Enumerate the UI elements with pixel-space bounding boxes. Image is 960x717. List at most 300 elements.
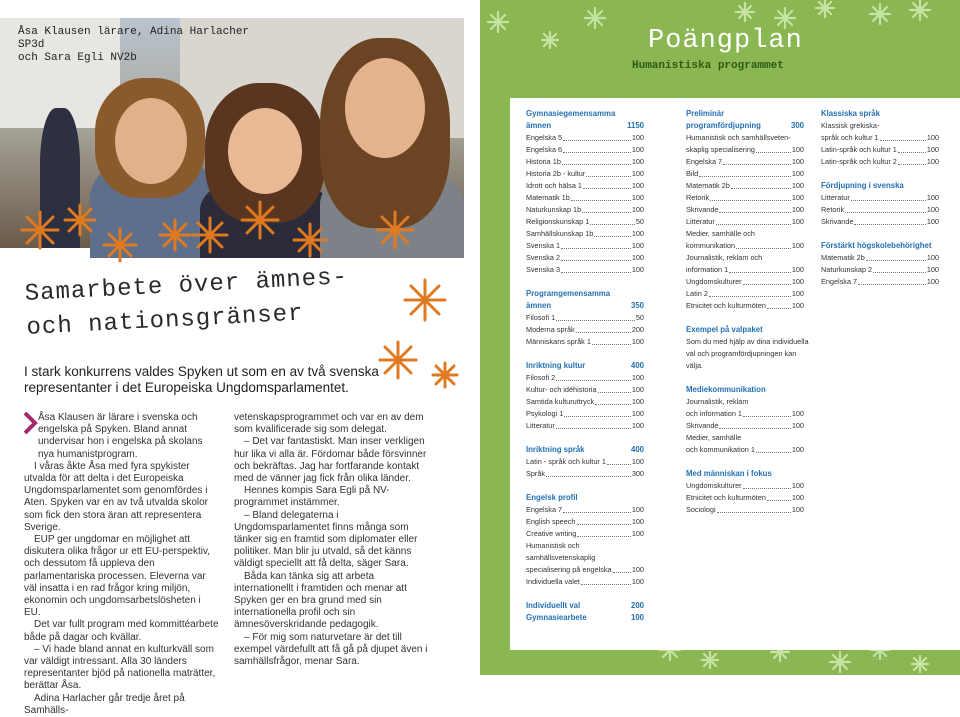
course-name: Litteratur: [821, 193, 850, 202]
flower-icon: [816, 0, 834, 17]
section-heading-row: [526, 600, 644, 612]
flower-icon: [104, 229, 136, 261]
flower-icon: [294, 224, 326, 256]
course-row: [821, 156, 939, 168]
course-name: Matematik 1b: [526, 193, 570, 202]
course-name: Skrivande: [821, 217, 854, 226]
section-heading-label: ämnen: [526, 301, 552, 310]
leader-dots: [613, 572, 631, 573]
course-points: 100: [791, 277, 804, 286]
flower-icon: [585, 8, 605, 28]
leader-dots: [743, 416, 791, 417]
photo-caption: [18, 26, 268, 65]
article-paragraph: Båda kan tänka sig att arbeta internationellt i framtiden och menar att Spyken ger en bra grund med sin internationella profil och sin ämnesöverskridande pedagogik.: [234, 570, 407, 631]
course-text: välja.: [686, 361, 704, 370]
leader-dots: [571, 200, 631, 201]
section-heading-points: 400: [630, 361, 644, 370]
course-name: Naturkunskap 2: [821, 265, 873, 274]
course-points: 100: [926, 277, 939, 286]
leader-dots: [594, 236, 630, 237]
course-name: Latin-språk och kultur 1: [821, 145, 897, 154]
course-name: Ungdomskulturer: [686, 481, 742, 490]
leader-dots: [561, 248, 631, 249]
course-name: Naturkunskap 1b: [526, 205, 582, 214]
article-paragraph: EUP ger ungdomar en möjlighet att diskutera olika frågor ur ett EU-perspektiv, och dessutom få uppleva den parlamentariska processen. Eleverna var väl insatta i en rad frågor kring miljön, ekonomin och ungdomsarbetslösheten i EU.: [24, 534, 211, 619]
spacer: [526, 348, 644, 360]
leader-dots: [736, 248, 791, 249]
course-name: Engelska 6: [526, 145, 563, 154]
leader-dots: [743, 488, 791, 489]
course-name: Bild: [686, 169, 699, 178]
section-heading-label: Inriktning kultur: [526, 361, 586, 370]
course-name: Etnicitet och kulturmöten: [686, 493, 766, 502]
leader-dots: [607, 464, 631, 465]
spacer: [686, 312, 804, 324]
course-name: Skrivande: [686, 421, 719, 430]
leader-dots: [582, 212, 631, 213]
leader-dots: [590, 224, 635, 225]
course-name: Engelska 7: [526, 505, 563, 514]
leader-dots: [563, 152, 631, 153]
leader-dots: [563, 512, 631, 513]
spacer: [526, 480, 644, 492]
course-row: [526, 228, 644, 240]
leader-dots: [561, 260, 631, 261]
leader-dots: [858, 284, 926, 285]
leader-dots: [581, 584, 631, 585]
spacer: [821, 228, 939, 240]
photo-caption-line-1: Åsa Klausen lärare, Adina Harlacher SP3d: [18, 26, 250, 51]
article-paragraph: – Det var fantastiskt. Man inser verkligen hur lika vi alla är. Fördomar både försvinner och bekräftas. Jag har fortfarande kontakt med de vänner jag fick från olika länder.: [234, 436, 427, 485]
course-points: 100: [791, 445, 804, 454]
section-heading: Engelsk profil: [526, 493, 578, 502]
course-name: Kultur- och idéhistoria: [526, 385, 597, 394]
leader-dots: [723, 164, 791, 165]
leader-dots: [898, 152, 926, 153]
course-text: Journalistik, reklam: [686, 397, 749, 406]
course-row: [686, 168, 804, 180]
article-paragraph: vetenskapsprogrammet och var en av dem som kvalificerade sig som delegat.: [234, 412, 424, 436]
course-name: Religionskunskap 1: [526, 217, 590, 226]
course-row: [526, 156, 644, 168]
leader-dots: [583, 188, 631, 189]
flower-icon: [377, 212, 413, 248]
points-column-3: [821, 108, 939, 288]
course-row: [526, 168, 644, 180]
spacer: [821, 168, 939, 180]
leader-dots: [873, 272, 926, 273]
course-points: 100: [631, 205, 644, 214]
course-row: [686, 300, 804, 312]
course-points: 100: [631, 373, 644, 382]
section-heading-row: [526, 120, 644, 132]
course-points: 100: [631, 169, 644, 178]
leader-dots: [756, 152, 791, 153]
course-row: [686, 420, 804, 432]
course-points: 100: [631, 385, 644, 394]
section-heading: Preliminär: [686, 109, 725, 118]
course-row: [686, 144, 804, 156]
course-points: 100: [926, 253, 939, 262]
course-row: [526, 144, 644, 156]
section-heading-row: [526, 444, 644, 456]
course-row: [821, 264, 939, 276]
course-points: 100: [926, 217, 939, 226]
spacer: [526, 276, 644, 288]
course-name: Matematik 2b: [686, 181, 730, 190]
leader-dots: [743, 284, 791, 285]
article-paragraph: – Vi hade bland annat en kulturkväll som var väldigt intressant. Alla 30 länders representanter bjöd på nationella maträtter, berättar Åsa.: [24, 643, 216, 692]
leader-dots: [556, 320, 635, 321]
leader-dots: [719, 428, 790, 429]
ingress: I stark konkurrens valdes Spyken ut som en av två svenska representanter i det Europeiska Ungdomsparlamentet.: [24, 364, 379, 395]
leader-dots: [710, 200, 791, 201]
course-row: [821, 144, 939, 156]
course-points: 100: [631, 241, 644, 250]
leader-dots: [767, 308, 791, 309]
section-heading: Programgemensamma: [526, 289, 611, 298]
leader-dots: [595, 404, 631, 405]
course-row: [526, 204, 644, 216]
course-points: 100: [791, 241, 804, 250]
course-row: [526, 372, 644, 384]
course-row: [686, 504, 804, 516]
course-row: [526, 312, 644, 324]
course-points: 100: [631, 265, 644, 274]
course-row: [526, 456, 644, 468]
article-paragraph: Det var fullt program med kommittéarbete både på dagar och kvällar.: [24, 619, 219, 643]
course-row: [526, 516, 644, 528]
flower-icon: [488, 12, 508, 32]
course-row: [686, 480, 804, 492]
section-heading-row: [526, 612, 644, 624]
course-text: samhällsvetenskaplig: [526, 553, 596, 562]
course-name: Samtida kulturuttryck: [526, 397, 595, 406]
course-name: Latin - språk och kultur 1: [526, 457, 606, 466]
flower-icon: [542, 32, 558, 48]
course-points: 100: [631, 229, 644, 238]
section-heading: Mediekommunikation: [686, 385, 766, 394]
course-points: 100: [631, 517, 644, 526]
article-column-2: [234, 412, 434, 668]
course-points: 100: [926, 205, 939, 214]
flower-icon: [736, 3, 754, 21]
course-points: 100: [791, 205, 804, 214]
section-heading-label: Inriktning språk: [526, 445, 585, 454]
course-points: 100: [926, 145, 939, 154]
course-row: [686, 492, 804, 504]
course-row: [526, 132, 644, 144]
leader-dots: [556, 428, 631, 429]
leader-dots: [556, 380, 631, 381]
course-name: information 1: [686, 265, 729, 274]
course-name: Historia 2b - kultur: [526, 169, 586, 178]
course-points: 100: [631, 337, 644, 346]
leader-dots: [562, 164, 631, 165]
course-name: Retorik: [686, 193, 710, 202]
course-row: [686, 192, 804, 204]
course-row: [526, 264, 644, 276]
flower-icon: [912, 656, 928, 672]
leader-dots: [564, 416, 630, 417]
spacer: [686, 456, 804, 468]
section-heading: Förstärkt högskolebehörighet: [821, 241, 932, 250]
course-name: Svenska 1: [526, 241, 561, 250]
course-text: Klassisk grekiska-: [821, 121, 880, 130]
article-paragraph: Adina Harlacher går tredje året på Samhälls-: [24, 692, 185, 716]
course-name: kommunikation: [686, 241, 736, 250]
course-name: Svenska 3: [526, 265, 561, 274]
section-heading-label: Individuellt val: [526, 601, 581, 610]
flower-icon: [910, 0, 930, 20]
section-heading-row: [526, 360, 644, 372]
flower-icon: [160, 220, 190, 250]
flower-icon: [702, 652, 718, 668]
course-name: Individuella valet: [526, 577, 580, 586]
article-paragraph: – För mig som naturvetare är det till exempel värdefullt att få gå på djupet även i samhällsfrågor, menar Sara.: [234, 631, 428, 668]
course-text: val och programfördjupningen kan: [686, 349, 797, 358]
course-row: [686, 180, 804, 192]
course-points: 50: [635, 313, 644, 322]
course-row: [686, 240, 804, 252]
leader-dots: [756, 452, 791, 453]
course-points: 100: [791, 421, 804, 430]
leader-dots: [577, 524, 631, 525]
course-points: 100: [926, 265, 939, 274]
headline-line-1: Samarbete över ämnes-: [24, 264, 349, 308]
course-row: [526, 564, 644, 576]
course-text: Journalistik, reklam och: [686, 253, 763, 262]
page-subtitle: Humanistiska programmet: [632, 60, 784, 72]
leader-dots: [576, 332, 631, 333]
course-text: Humanistisk och: [526, 541, 580, 550]
section-heading-row: [526, 300, 644, 312]
course-row: [526, 576, 644, 588]
leader-dots: [767, 500, 791, 501]
course-row: [821, 276, 939, 288]
course-row: [526, 192, 644, 204]
photo-face-2: [228, 108, 302, 194]
section-heading-points: 100: [630, 613, 644, 622]
flower-icon: [433, 363, 457, 387]
flower-icon: [775, 8, 795, 28]
course-points: 100: [791, 145, 804, 154]
leader-dots: [709, 296, 791, 297]
course-points: 50: [635, 217, 644, 226]
course-name: Idrott och hälsa 1: [526, 181, 582, 190]
leader-dots: [546, 476, 631, 477]
course-name: Latin 2: [686, 289, 708, 298]
flower-icon: [22, 212, 58, 248]
course-name: Litteratur: [526, 421, 555, 430]
course-points: 100: [791, 409, 804, 418]
course-row: [686, 288, 804, 300]
section-heading-points: 200: [630, 601, 644, 610]
article-column-1: [24, 412, 220, 717]
course-points: 100: [791, 265, 804, 274]
course-text: Medier, samhälle: [686, 433, 742, 442]
course-points: 100: [631, 193, 644, 202]
course-row: [526, 468, 644, 480]
course-name: Sociologi: [686, 505, 716, 514]
course-points: 100: [631, 145, 644, 154]
course-name: specialisering på engelska: [526, 565, 612, 574]
course-points: 100: [631, 181, 644, 190]
course-row: [821, 204, 939, 216]
course-points: 100: [791, 157, 804, 166]
course-row: [821, 252, 939, 264]
course-row: [686, 408, 804, 420]
course-points: 100: [631, 577, 644, 586]
course-points: 100: [631, 133, 644, 142]
headline-line-2: och nationsgränser: [25, 300, 305, 342]
leader-dots: [577, 536, 631, 537]
course-points: 100: [631, 409, 644, 418]
course-points: 200: [631, 325, 644, 334]
course-points: 100: [631, 253, 644, 262]
course-row: [526, 216, 644, 228]
course-name: Engelska 7: [686, 157, 723, 166]
article-paragraph: – Bland delegaterna i Ungdomsparlamentet finns många som tänker sig en framtid som diplomater eller politiker. Man blir ju utvald, så det känns väldigt speciellt att få delta, säger Sara.: [234, 509, 418, 570]
course-row: [821, 132, 939, 144]
course-name: och information 1: [686, 409, 742, 418]
course-points: 100: [631, 505, 644, 514]
course-points: 100: [791, 217, 804, 226]
section-heading: Exempel på valpaket: [686, 325, 763, 334]
leader-dots: [716, 224, 791, 225]
course-name: Filosofi 2: [526, 373, 556, 382]
course-points: 100: [631, 529, 644, 538]
course-name: Latin-språk och kultur 2: [821, 157, 897, 166]
article-paragraph: I våras åkte Åsa med fyra spykister utvalda för att delta i det Europeiska Ungdomsparlamentet som genomfördes i Aten. Spyken var en av två utvalda skolor som fick den stora äran att representera Sverige.: [24, 460, 208, 533]
course-name: Creative writing: [526, 529, 577, 538]
course-name: Retorik: [821, 205, 845, 214]
course-points: 100: [791, 181, 804, 190]
leader-dots: [598, 392, 631, 393]
photo-face-3: [345, 58, 425, 158]
course-name: Filosofi 1: [526, 313, 556, 322]
leader-dots: [561, 272, 631, 273]
leader-dots: [729, 272, 791, 273]
course-row: [526, 324, 644, 336]
course-points: 100: [791, 289, 804, 298]
course-row: [686, 276, 804, 288]
leader-dots: [851, 200, 926, 201]
course-name: Historia 1b: [526, 157, 561, 166]
page-title: Poängplan: [648, 26, 803, 56]
section-heading-points: 350: [630, 301, 644, 310]
flower-icon: [65, 205, 95, 235]
section-heading-label: Gymnasiearbete: [526, 613, 587, 622]
section-heading: Gymnasiegemensamma: [526, 109, 616, 118]
course-points: 100: [631, 565, 644, 574]
course-name: Matematik 2b: [821, 253, 865, 262]
course-name: Etnicitet och kulturmöten: [686, 301, 766, 310]
course-points: 100: [791, 493, 804, 502]
course-points: 300: [631, 469, 644, 478]
course-row: [686, 204, 804, 216]
leader-dots: [731, 188, 791, 189]
course-name: Litteratur: [686, 217, 715, 226]
course-name: Engelska 7: [821, 277, 858, 286]
spacer: [686, 372, 804, 384]
course-row: [526, 252, 644, 264]
course-row: [686, 444, 804, 456]
course-name: English speech: [526, 517, 576, 526]
leader-dots: [717, 512, 791, 513]
course-row: [686, 156, 804, 168]
course-text: Medier, samhälle och: [686, 229, 755, 238]
section-heading: Fördjupning i svenska: [821, 181, 904, 190]
course-row: [526, 504, 644, 516]
points-column-1: [526, 108, 644, 624]
course-row: [526, 408, 644, 420]
course-name: språk och kultur 1: [821, 133, 879, 142]
course-points: 100: [631, 421, 644, 430]
section-heading: Med människan i fokus: [686, 469, 772, 478]
course-name: Psykologi 1: [526, 409, 564, 418]
course-name: Skrivande: [686, 205, 719, 214]
course-name: Engelska 5: [526, 133, 563, 142]
course-name: Moderna språk: [526, 325, 575, 334]
course-points: 100: [791, 169, 804, 178]
leader-dots: [719, 212, 790, 213]
course-row: [526, 384, 644, 396]
leader-dots: [592, 344, 631, 345]
course-row: [526, 180, 644, 192]
course-row: [526, 336, 644, 348]
flower-icon: [870, 4, 890, 24]
flower-icon: [830, 652, 850, 672]
course-points: 100: [631, 397, 644, 406]
course-points: 100: [791, 505, 804, 514]
section-heading-points: 300: [790, 121, 804, 130]
left-page: [0, 0, 480, 716]
course-text: Humanistisk och samhällsveten-: [686, 133, 791, 142]
section-heading-points: 1150: [627, 121, 644, 130]
course-points: 100: [926, 193, 939, 202]
spacer: [526, 432, 644, 444]
course-points: 100: [926, 157, 939, 166]
spacer: [526, 588, 644, 600]
course-name: Språk: [526, 469, 546, 478]
photo-face-1: [115, 98, 187, 184]
flower-icon: [193, 218, 227, 252]
section-heading-points: 400: [630, 445, 644, 454]
flower-icon: [242, 202, 278, 238]
course-name: Människans språk 1: [526, 337, 591, 346]
course-points: 100: [791, 301, 804, 310]
leader-dots: [699, 176, 791, 177]
course-row: [526, 396, 644, 408]
course-row: [686, 264, 804, 276]
section-heading-row: [686, 120, 804, 132]
course-name: och kommunikation 1: [686, 445, 755, 454]
leader-dots: [880, 140, 926, 141]
article-paragraph: Hennes kompis Sara Egli på NV-programmet instämmer.: [234, 485, 390, 509]
leader-dots: [845, 212, 926, 213]
section-heading: Klassiska språk: [821, 109, 880, 118]
course-row: [821, 216, 939, 228]
course-row: [686, 216, 804, 228]
course-text: Som du med hjälp av dina individuella: [686, 337, 809, 346]
course-name: Ungdomskulturer: [686, 277, 742, 286]
section-heading-label: programfördjupning: [686, 121, 761, 130]
article-paragraph: Åsa Klausen är lärare i svenska och engelska på Spyken. Bland annat undervisar hon i engelska på skolans nya humanistprogram.: [38, 412, 203, 460]
course-points: 100: [631, 157, 644, 166]
course-row: [526, 240, 644, 252]
points-column-2: [686, 108, 809, 516]
